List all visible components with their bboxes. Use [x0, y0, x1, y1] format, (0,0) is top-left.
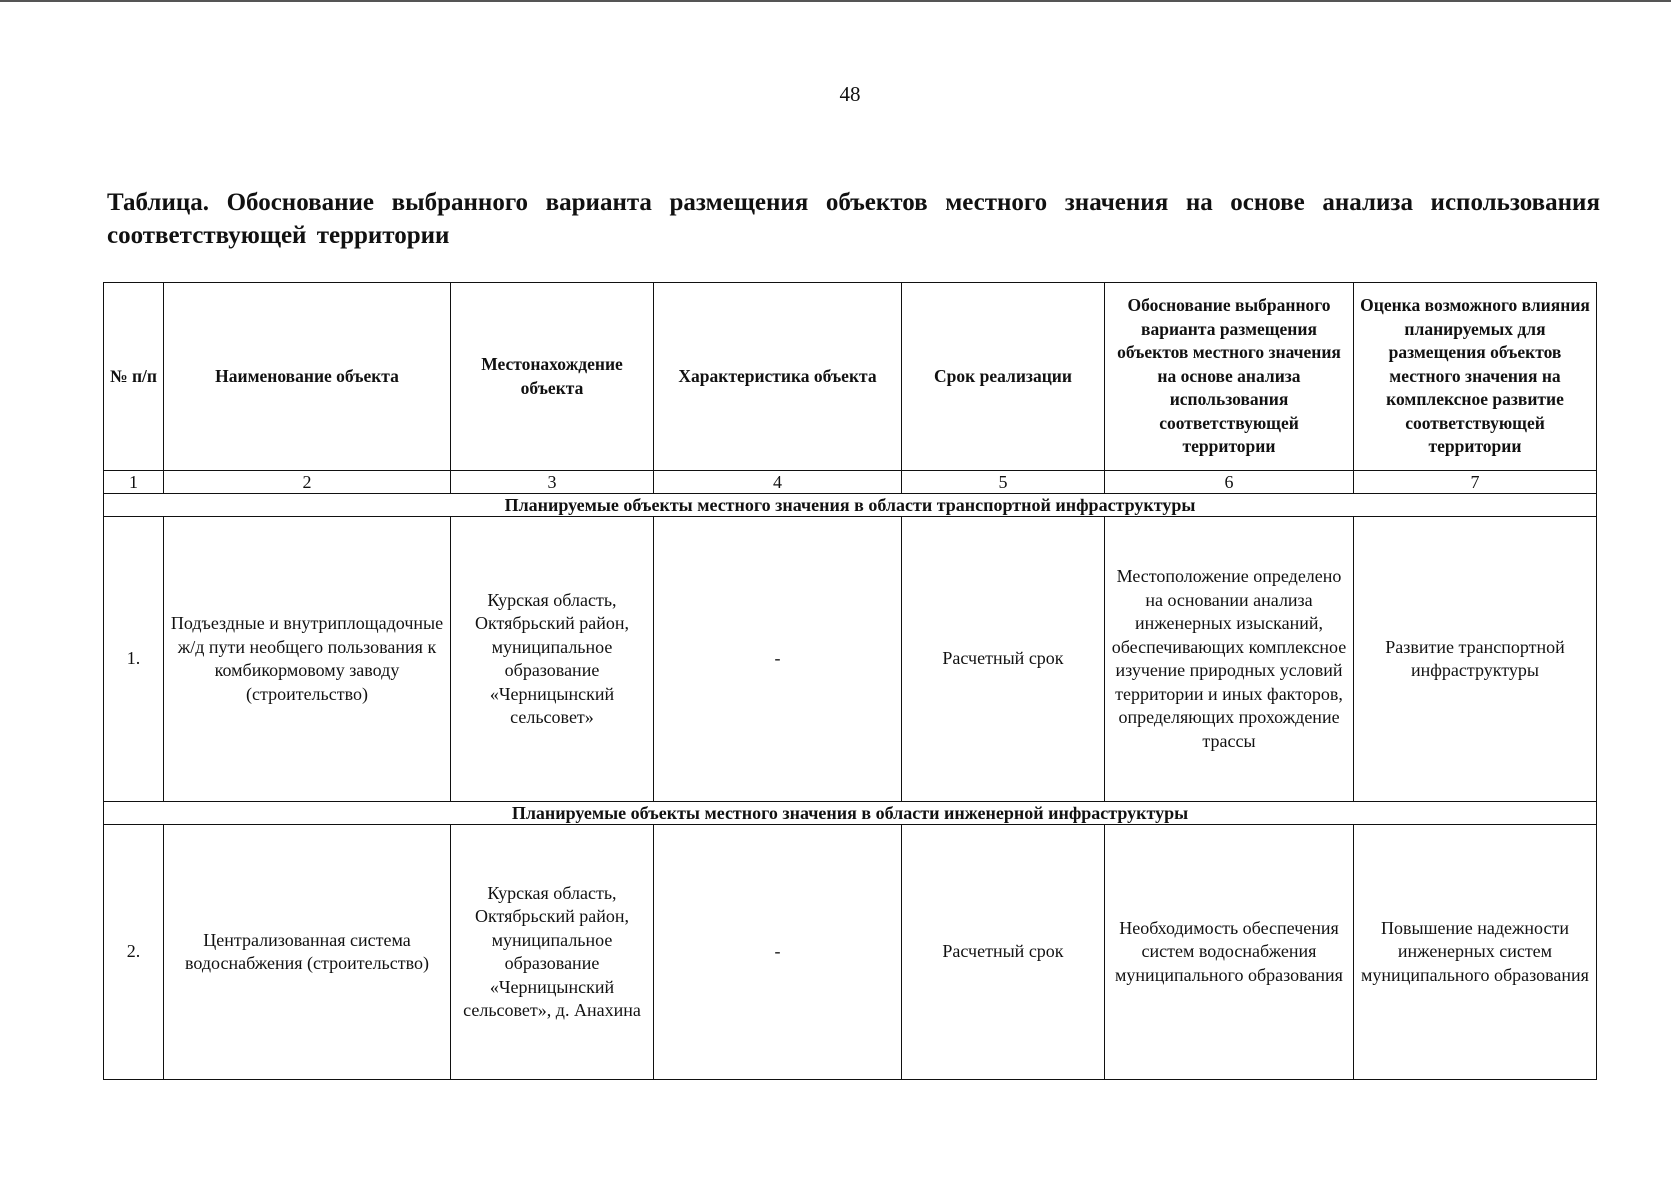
row-number: 1. [104, 517, 164, 802]
object-location: Курская область, Октябрьский район, муниципальное образование «Черницынский сельсовет», д. Анахина [451, 825, 654, 1080]
section-title: Планируемые объекты местного значения в области инженерной инфраструктуры [104, 802, 1597, 825]
placement-justification: Местоположение определено на основании анализа инженерных изысканий, обеспечивающих комплексное изучение природных условий территории и иных факторов, определяющих прохождение трассы [1105, 517, 1354, 802]
table-header-row [104, 283, 1597, 471]
table-row [104, 517, 1597, 802]
header-object-location: Местонахождение объекта [451, 283, 654, 471]
object-characteristic: - [654, 825, 902, 1080]
column-number: 7 [1354, 471, 1597, 494]
row-number: 2. [104, 825, 164, 1080]
object-name: Подъездные и внутриплощадочные ж/д пути необщего пользования к комбикормовому заводу (строительство) [164, 517, 451, 802]
impact-assessment: Повышение надежности инженерных систем муниципального образования [1354, 825, 1597, 1080]
header-number: № п/п [104, 283, 164, 471]
top-border-line [0, 0, 1671, 2]
document-title: Таблица. Обоснование выбранного варианта размещения объектов местного значения на основе анализа использования соответствующей территории [107, 189, 1600, 249]
object-name: Централизованная система водоснабжения (строительство) [164, 825, 451, 1080]
section-header-transport [104, 494, 1597, 517]
column-number: 4 [654, 471, 902, 494]
table-row [104, 825, 1597, 1080]
column-number: 2 [164, 471, 451, 494]
header-implementation-term: Срок реализации [902, 283, 1105, 471]
header-object-characteristic: Характеристика объекта [654, 283, 902, 471]
object-location: Курская область, Октябрьский район, муниципальное образование «Черницынский сельсовет» [451, 517, 654, 802]
placement-justification: Необходимость обеспечения систем водоснабжения муниципального образования [1105, 825, 1354, 1080]
header-placement-justification: Обоснование выбранного варианта размещения объектов местного значения на основе анализа использования соответствующей территории [1105, 283, 1354, 471]
header-impact-assessment: Оценка возможного влияния планируемых для размещения объектов местного значения на комплексное развитие соответствующей территории [1354, 283, 1597, 471]
column-number: 1 [104, 471, 164, 494]
implementation-term: Расчетный срок [902, 825, 1105, 1080]
impact-assessment: Развитие транспортной инфраструктуры [1354, 517, 1597, 802]
placement-justification-table [103, 282, 1597, 1080]
implementation-term: Расчетный срок [902, 517, 1105, 802]
column-number: 6 [1105, 471, 1354, 494]
section-title: Планируемые объекты местного значения в области транспортной инфраструктуры [104, 494, 1597, 517]
header-object-name: Наименование объекта [164, 283, 451, 471]
section-header-engineering [104, 802, 1597, 825]
column-number-row [104, 471, 1597, 494]
column-number: 5 [902, 471, 1105, 494]
page-number: 48 [839, 82, 861, 106]
column-number: 3 [451, 471, 654, 494]
object-characteristic: - [654, 517, 902, 802]
